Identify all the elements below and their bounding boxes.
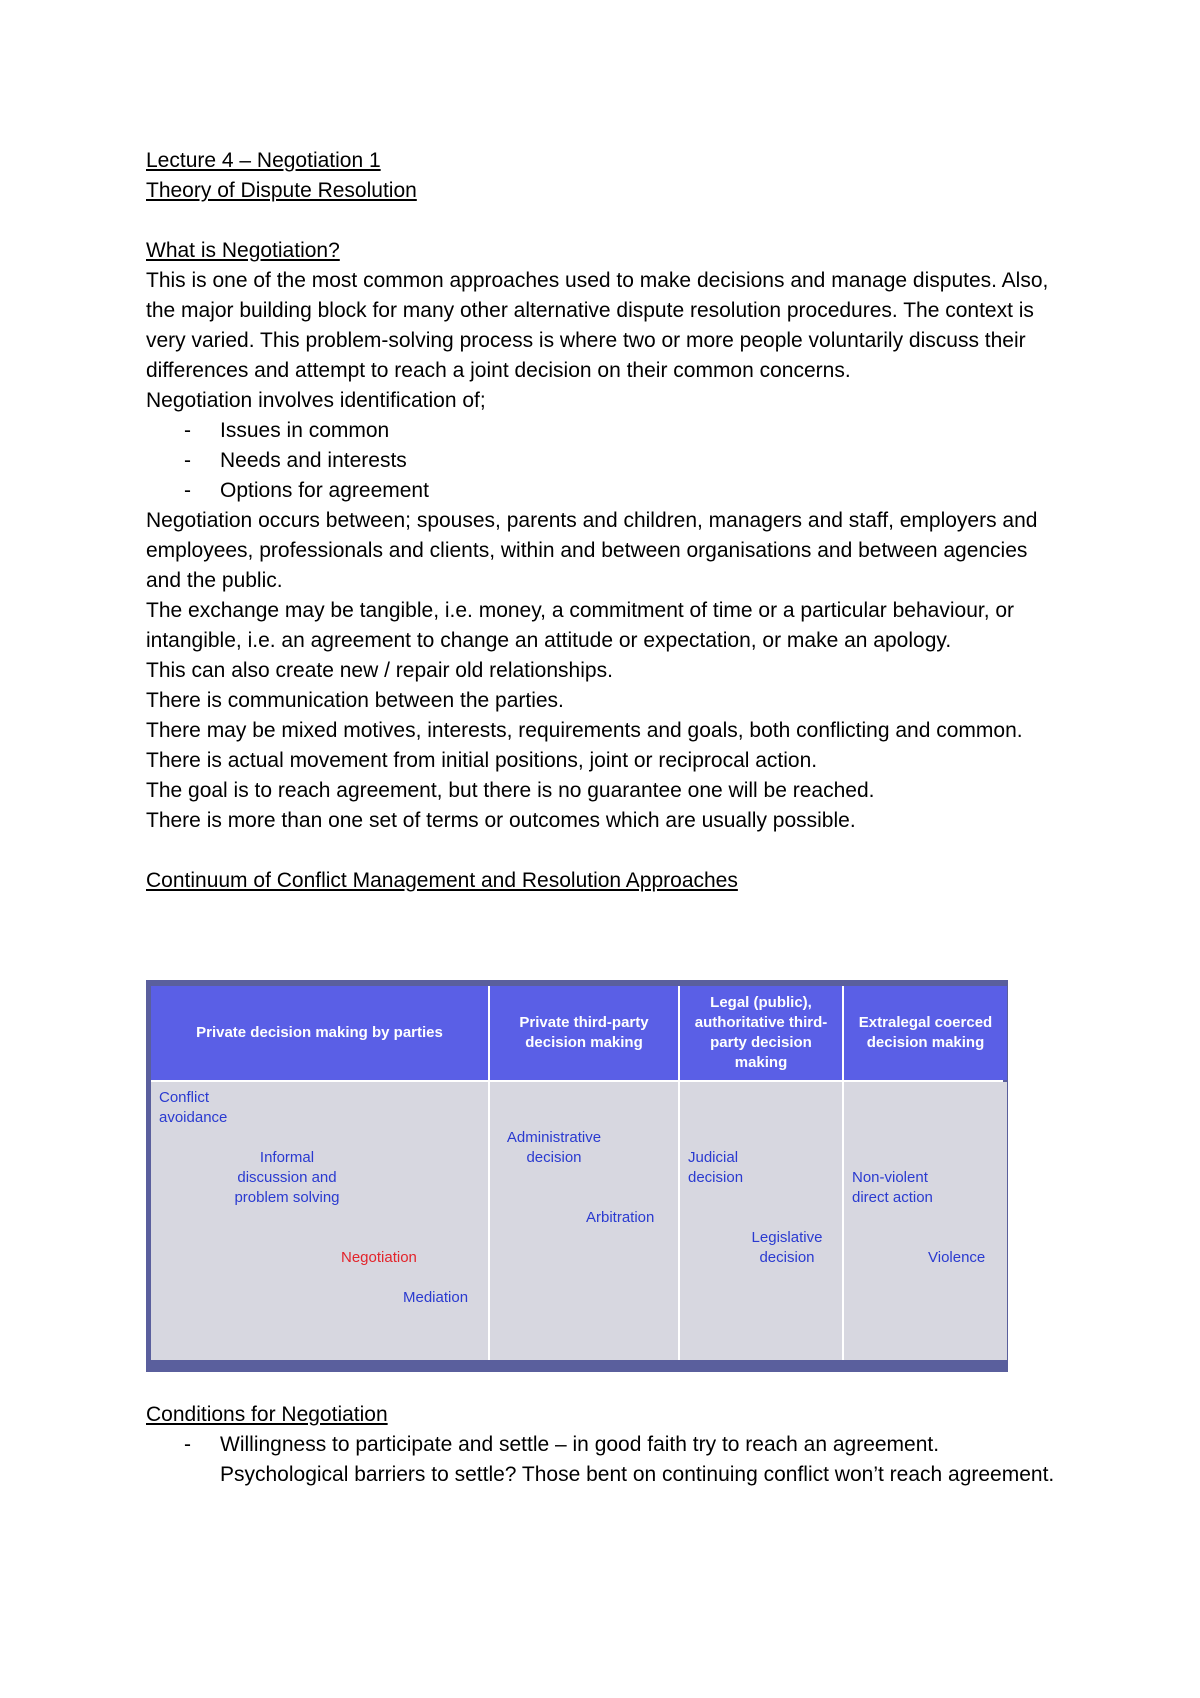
label-negotiation: Negotiation bbox=[341, 1249, 417, 1266]
mixed-motives-paragraph: There may be mixed motives, interests, requirements and goals, both conflicting and common. bbox=[146, 719, 1023, 742]
goal-line: The goal is to reach agreement, but there is no guarantee one will be reached. bbox=[146, 779, 875, 802]
conditions-list bbox=[146, 1430, 1066, 1490]
list-item: - Willingness to participate and settle – in good faith try to reach an agreement. Psychological barriers to settle? Those bent on continuing conflict won’t reach agreement. bbox=[146, 1430, 1066, 1490]
section-heading-what-is-negotiation: What is Negotiation? bbox=[146, 239, 340, 262]
label-mediation: Mediation bbox=[403, 1289, 469, 1306]
continuum-diagram bbox=[146, 980, 1008, 1372]
list-item: - Issues in common bbox=[146, 416, 1066, 446]
intro-paragraph: This is one of the most common approaches used to make decisions and manage disputes. Also, the major building block for many other alternative dispute resolution procedures. The context is very varied. This problem-solving process is where two or more people voluntarily discuss their differences and attempt to reach a joint decision on their common concerns. bbox=[146, 269, 1049, 382]
identification-intro: Negotiation involves identification of; bbox=[146, 389, 486, 412]
list-item: - Options for agreement bbox=[146, 476, 1066, 506]
header-private-decision: Private decision making by parties bbox=[151, 986, 488, 1080]
column-private-third-party bbox=[490, 1082, 678, 1360]
section-heading-conditions: Conditions for Negotiation bbox=[146, 1403, 388, 1426]
label-administrative-decision: Administrative decision bbox=[506, 1129, 602, 1166]
identification-list bbox=[146, 416, 1066, 506]
label-legislative-decision: Legislative decision bbox=[751, 1229, 823, 1266]
label-violence: Violence bbox=[928, 1249, 986, 1266]
header-legal-third-party: Legal (public), authoritative third-party decision making bbox=[680, 986, 842, 1080]
movement-line: There is actual movement from initial positions, joint or reciprocal action. bbox=[146, 749, 818, 772]
exchange-paragraph: The exchange may be tangible, i.e. money, a commitment of time or a particular behaviour, or intangible, i.e. an agreement to change an attitude or expectation, or make an apology. bbox=[146, 599, 1015, 652]
negotiation-parties-paragraph: Negotiation occurs between; spouses, parents and children, managers and staff, employers and employees, professionals and clients, within and between organisations and between agencies and the public. bbox=[146, 509, 1038, 592]
label-non-violent-action: Non-violent direct action bbox=[852, 1169, 933, 1206]
conditions-section bbox=[146, 1400, 1066, 1490]
relationships-line: This can also create new / repair old relationships. bbox=[146, 659, 613, 682]
column-extralegal bbox=[844, 1082, 1007, 1360]
lecture-notes bbox=[146, 146, 1066, 896]
header-extralegal: Extralegal coerced decision making bbox=[844, 986, 1007, 1080]
label-arbitration: Arbitration bbox=[586, 1209, 655, 1226]
column-legal-third-party bbox=[680, 1082, 842, 1360]
communication-line: There is communication between the parties. bbox=[146, 689, 564, 712]
label-conflict-avoidance: Conflict avoidance bbox=[159, 1089, 228, 1126]
label-judicial-decision: Judicial decision bbox=[688, 1149, 744, 1186]
list-item: - Needs and interests bbox=[146, 446, 1066, 476]
column-private-decision bbox=[151, 1082, 488, 1360]
header-private-third-party: Private third-party decision making bbox=[490, 986, 678, 1080]
outcomes-line: There is more than one set of terms or outcomes which are usually possible. bbox=[146, 809, 856, 832]
label-informal-discussion: Informal discussion and problem solving bbox=[234, 1149, 340, 1206]
section-heading-continuum: Continuum of Conflict Management and Resolution Approaches bbox=[146, 869, 738, 892]
lecture-title: Lecture 4 – Negotiation 1 bbox=[146, 149, 381, 172]
lecture-subtitle: Theory of Dispute Resolution bbox=[146, 179, 417, 202]
